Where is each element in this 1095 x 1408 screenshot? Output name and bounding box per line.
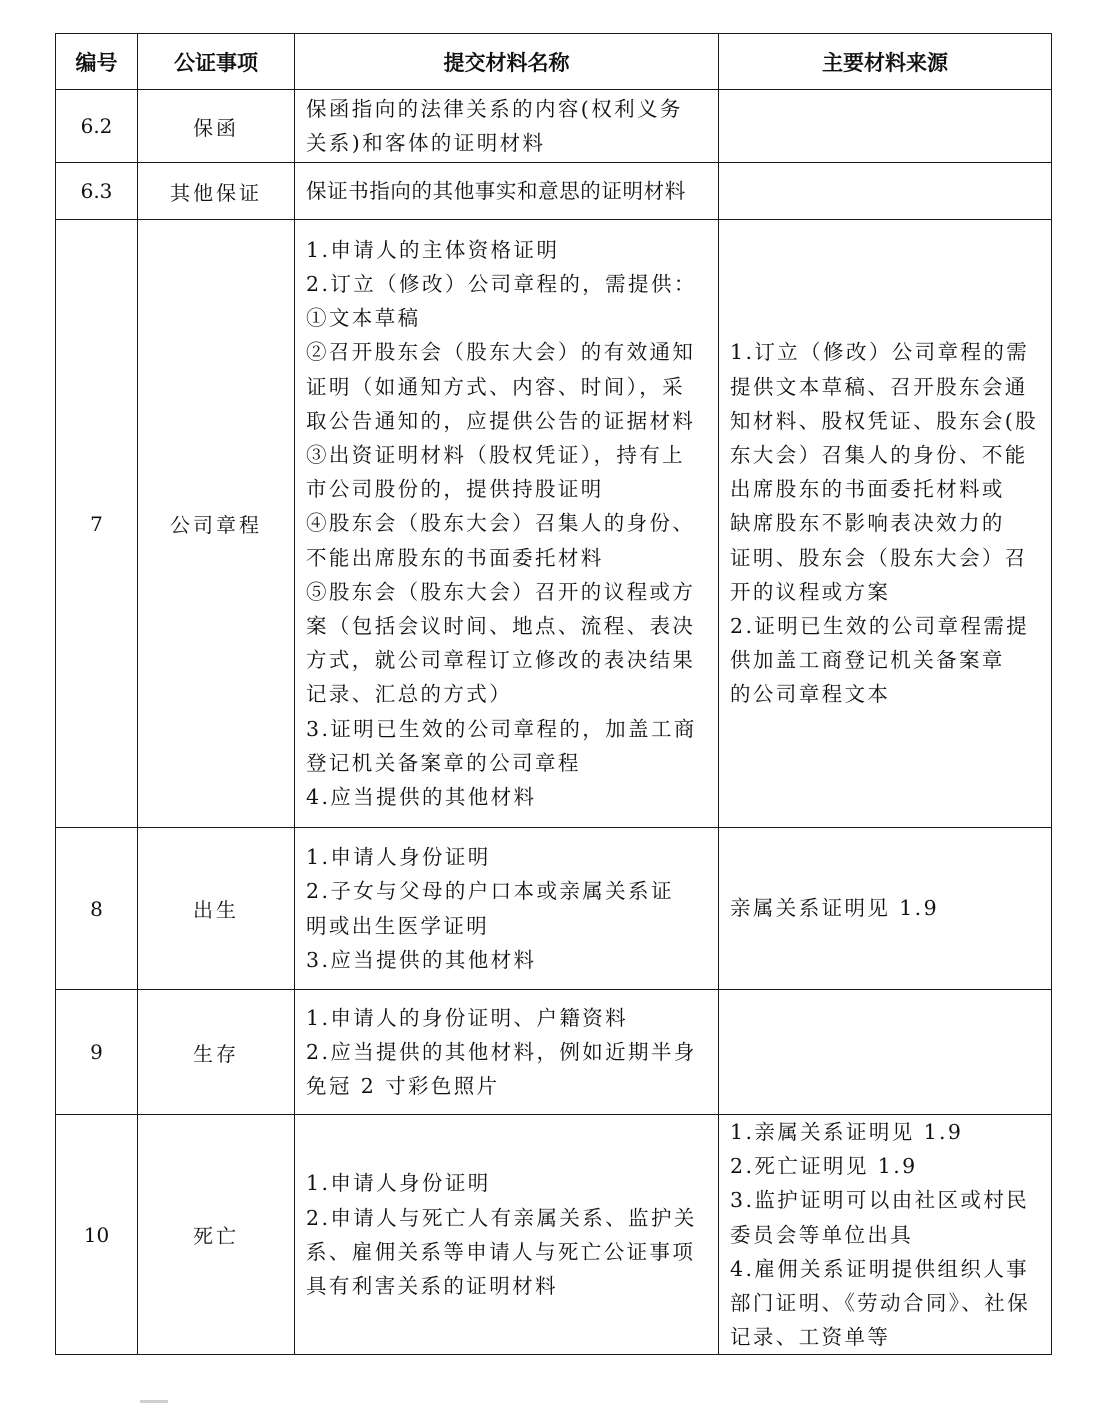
row-notary-item: 保函	[138, 90, 295, 163]
material-line: ②召开股东会（股东大会）的有效通知	[306, 340, 696, 365]
source-line: 2.死亡证明见 1.9	[730, 1154, 918, 1179]
header-number: 编号	[56, 34, 138, 90]
table-row	[56, 220, 1052, 828]
row-number: 8	[56, 828, 138, 990]
material-line: 明或出生医学证明	[306, 913, 490, 938]
material-line: 2.子女与父母的户口本或亲属关系证	[306, 879, 674, 904]
header-materials: 提交材料名称	[295, 34, 719, 90]
material-line: 保函指向的法律关系的内容(权利义务	[306, 96, 683, 121]
material-line: ③出资证明材料（股权凭证），持有上	[306, 442, 686, 467]
material-line: 2.应当提供的其他材料，例如近期半身	[306, 1039, 697, 1064]
source-line: 2.证明已生效的公司章程需提	[730, 614, 1030, 638]
source-line: 开的议程或方案	[730, 579, 891, 604]
source-line: 1.亲属关系证明见 1.9	[730, 1120, 964, 1144]
row-sources	[719, 220, 1052, 828]
source-line: 缺席股东不影响表决效力的	[730, 511, 1005, 536]
source-line: 委员会等单位出具	[730, 1222, 914, 1247]
header-notary-item: 公证事项	[138, 34, 295, 90]
page-footer-mark	[140, 1400, 168, 1403]
row-materials	[295, 90, 719, 163]
source-line: 1.订立（修改）公司章程的需	[730, 340, 1030, 365]
material-line: 具有利害关系的证明材料	[306, 1273, 558, 1298]
material-line: 3.证明已生效的公司章程的，加盖工商	[306, 716, 697, 741]
source-line: 东大会）召集人的身份、不能	[730, 442, 1028, 467]
material-line: 2.申请人与死亡人有亲属关系、监护关	[306, 1205, 697, 1230]
row-materials	[295, 220, 719, 828]
material-line: 1.申请人的身份证明、户籍资料	[306, 1005, 629, 1030]
row-materials	[295, 990, 719, 1115]
material-line: 取公告通知的，应提供公告的证据材料	[306, 408, 696, 433]
table-row	[56, 990, 1052, 1115]
header-sources: 主要材料来源	[719, 34, 1052, 90]
source-line: 的公司章程文本	[730, 682, 891, 707]
row-notary-item: 死亡	[138, 1115, 295, 1355]
table-header-row	[56, 34, 1052, 90]
material-line: ④股东会（股东大会）召集人的身份、	[306, 511, 696, 536]
row-number: 9	[56, 990, 138, 1115]
row-number: 7	[56, 220, 138, 828]
material-line: 市公司股份的，提供持股证明	[306, 477, 604, 502]
row-number: 10	[56, 1115, 138, 1355]
source-line: 证明、股东会（股东大会）召	[730, 545, 1028, 570]
source-line: 记录、工资单等	[730, 1325, 891, 1350]
material-line: 1.申请人身份证明	[306, 845, 491, 870]
table-row	[56, 1115, 1052, 1355]
row-materials	[295, 828, 719, 990]
materials-table	[55, 33, 1052, 1355]
material-line: 4.应当提供的其他材料	[306, 785, 537, 810]
material-line: 系、雇佣关系等申请人与死亡公证事项	[306, 1239, 696, 1264]
row-sources	[719, 163, 1052, 220]
row-sources	[719, 1115, 1052, 1355]
row-number: 6.3	[56, 163, 138, 220]
material-line: ⑤股东会（股东大会）召开的议程或方	[306, 579, 696, 604]
row-sources	[719, 990, 1052, 1115]
source-line: 提供文本草稿、召开股东会通	[730, 374, 1028, 399]
material-line: 1.申请人的主体资格证明	[306, 237, 560, 262]
source-line: 亲属关系证明见 1.9	[730, 896, 940, 921]
material-line: 登记机关备案章的公司章程	[306, 750, 581, 775]
row-notary-item: 出生	[138, 828, 295, 990]
source-line: 知材料、股权凭证、股东会(股	[730, 408, 1039, 433]
table-row	[56, 828, 1052, 990]
source-line: 3.监护证明可以由社区或村民	[730, 1188, 1030, 1213]
row-materials	[295, 163, 719, 220]
material-line: 免冠 2 寸彩色照片	[306, 1074, 500, 1099]
row-notary-item: 生存	[138, 990, 295, 1115]
material-line: 3.应当提供的其他材料	[306, 947, 537, 972]
material-line: 2.订立（修改）公司章程的，需提供：	[306, 271, 697, 296]
table-body	[56, 90, 1052, 1355]
material-line: 证明（如通知方式、内容、时间），采	[306, 374, 686, 399]
source-line: 部门证明、《劳动合同》、社保	[730, 1291, 1031, 1316]
table-row	[56, 163, 1052, 220]
source-line: 供加盖工商登记机关备案章	[730, 648, 1005, 673]
material-line: 案（包括会议时间、地点、流程、表决	[306, 614, 696, 638]
table-row	[56, 90, 1052, 163]
material-line: 保证书指向的其他事实和意思的证明材料	[306, 178, 686, 203]
material-line: 1.申请人身份证明	[306, 1171, 491, 1196]
row-notary-item: 其他保证	[138, 163, 295, 220]
row-number: 6.2	[56, 90, 138, 163]
source-line: 出席股东的书面委托材料或	[730, 477, 1005, 502]
material-line: ①文本草稿	[306, 306, 421, 331]
material-line: 不能出席股东的书面委托材料	[306, 545, 604, 570]
row-materials	[295, 1115, 719, 1355]
material-line: 记录、汇总的方式）	[306, 682, 513, 707]
row-sources	[719, 828, 1052, 990]
row-sources	[719, 90, 1052, 163]
row-notary-item: 公司章程	[138, 220, 295, 828]
material-line: 方式，就公司章程订立修改的表决结果	[306, 648, 696, 673]
material-line: 关系)和客体的证明材料	[306, 131, 546, 155]
source-line: 4.雇佣关系证明提供组织人事	[730, 1256, 1030, 1281]
